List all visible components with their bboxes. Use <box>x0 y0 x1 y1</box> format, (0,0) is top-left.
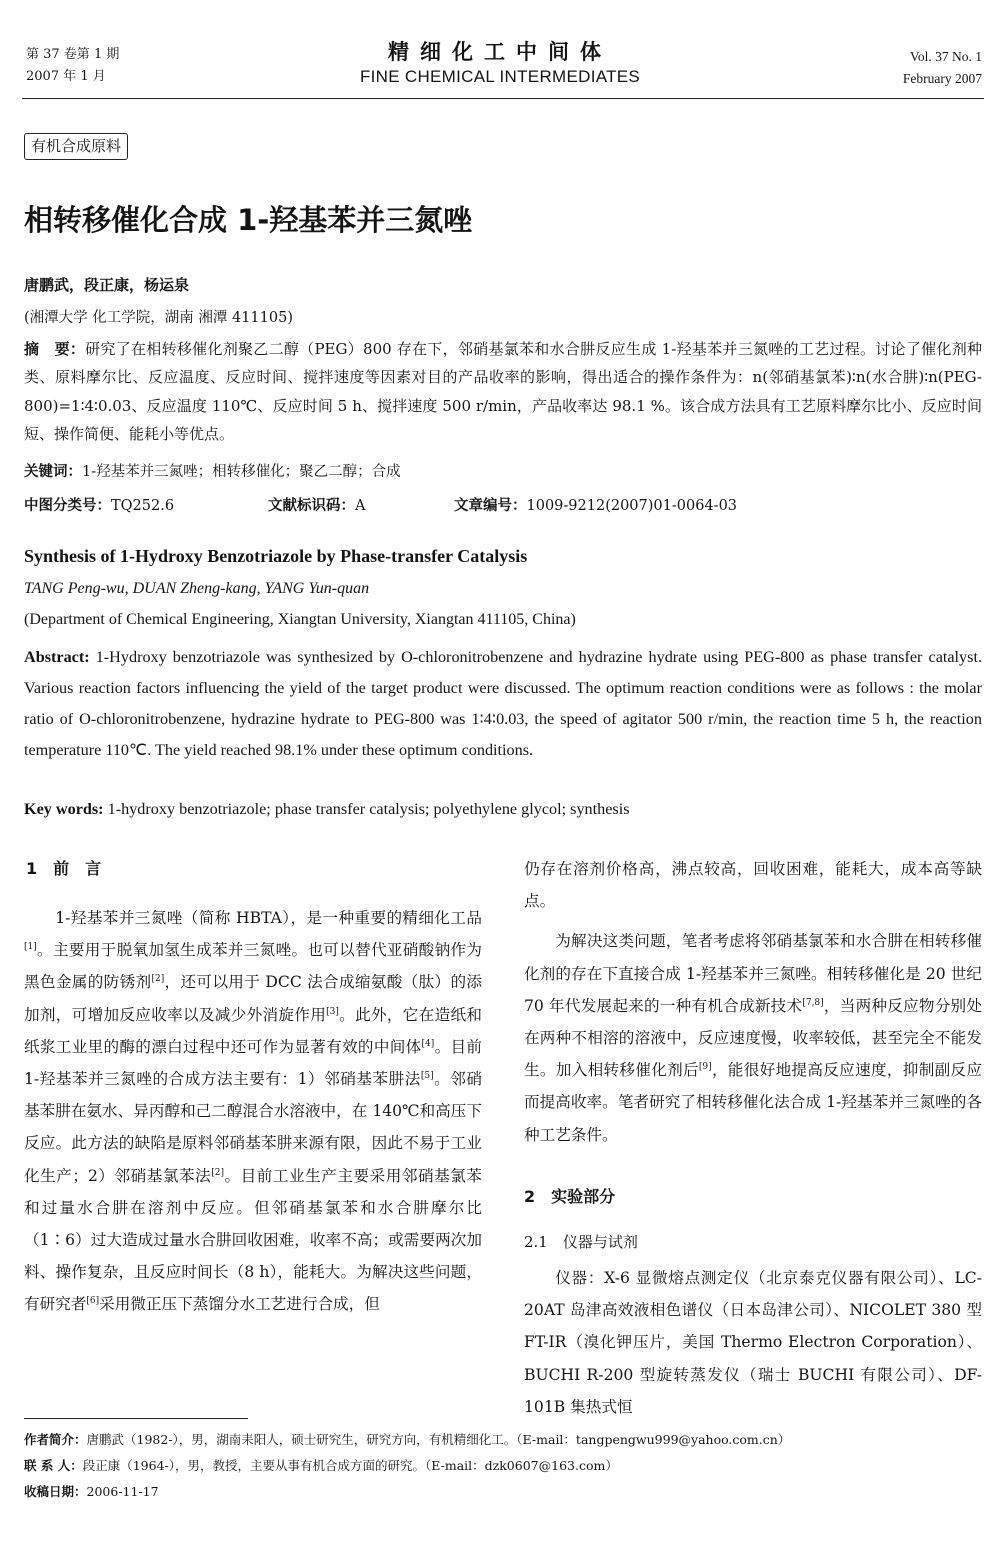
authors-cn: 唐鹏武，段正康，杨运泉 <box>24 276 190 294</box>
header-left <box>26 44 119 88</box>
article-number: 文章编号：1009-9212(2007)01-0064-03 <box>454 498 738 514</box>
citation: [6] <box>86 1296 100 1307</box>
document-code: 文献标识码：A <box>268 498 366 514</box>
abstract-en-label: Abstract: <box>24 648 90 666</box>
header-right <box>903 46 982 90</box>
journal-name-en: FINE CHEMICAL INTERMEDIATES <box>359 67 641 86</box>
footnote-author: 作者简介：唐鹏武（1982-），男，湖南耒阳人，硕士研究生，研究方向，有机精细化工。（E-mail：tangpengwu999@yahoo.com.cn） <box>24 1432 791 1447</box>
abstract-cn <box>24 335 982 449</box>
abstract-en-text: 1-Hydroxy benzotriazole was synthesized by O-chloronitrobenzene and hydrazine hydrate using PEG-800 as phase transfer catalyst. Various reaction factors influencing the yield of the target product were discussed. The optimum reaction conditions were as follows : the molar ratio of O-chloronitrobenzene, hydrazine hydrate to PEG-800 was 1∶4∶0.03, the speed of agitator 500 r/min, the reaction time 5 h, the reaction temperature 110℃. The yield reached 98.1% under these optimum conditions. <box>24 648 982 759</box>
footnote-divider <box>24 1418 248 1419</box>
keywords-cn <box>24 460 401 481</box>
section-tag: 有机合成原料 <box>24 133 128 160</box>
header-divider <box>22 98 984 99</box>
citation: [7,8] <box>802 997 824 1008</box>
abstract-cn-label: 摘 要： <box>24 340 86 358</box>
volume-cn: 第 37 卷第 1 期 <box>26 47 120 62</box>
keywords-cn-label: 关键词： <box>24 464 82 480</box>
citation: [3] <box>326 1006 339 1017</box>
intro-paragraph: 1-羟基苯并三氮唑（简称 HBTA），是一种重要的精细化工品[1]。主要用于脱氧加氢生成苯并三氮唑。也可以替代亚硝酸钠作为黑色金属的防锈剂[2]，还可以用于 DCC 法合成缩氨酸（肽）的添加剂，可增加反应收率以及减少外消旋作用[3]。此外，它在造纸和纸浆工业里的酶的漂白过程中还可作为显著有效的中间体[4]。目前 1-羟基苯并三氮唑的合成方法主要有：1）邻硝基苯肼法[5]。邻硝基苯肼在氨水、异丙醇和己二醇混合水溶液中，在 140℃和高压下反应。此方法的缺陷是原料邻硝基苯肼来源有限，因此不易于工业化生产；2）邻硝基氯苯法[2]。目前工业生产主要采用邻硝基氯苯和过量水合肼在溶剂中反应。但邻硝基氯苯和水合肼摩尔比（1∶6）过大造成过量水合肼回收困难，收率不高；或需要两次加料、操作复杂，且反应时间长（8 h），能耗大。为解决这些问题，有研究者[6]采用微正压下蒸馏分水工艺进行合成，但 <box>24 909 482 1314</box>
keywords-cn-text: 1-羟基苯并三氮唑；相转移催化；聚乙二醇；合成 <box>82 464 401 480</box>
citation: [2] <box>151 974 165 985</box>
continued-paragraph: 仍存在溶剂价格高，沸点较高，回收困难，能耗大，成本高等缺点。 <box>524 860 982 911</box>
clc-number: 中图分类号：TQ252.6 <box>24 498 175 514</box>
abstract-cn-text: 研究了在相转移催化剂聚乙二醇（PEG）800 存在下，邻硝基氯苯和水合肼反应生成 1-羟基苯并三氮唑的工艺过程。讨论了催化剂种类、原料摩尔比、反应温度、反应时间、搅拌速度等因素对目的产品收率的影响，得出适合的操作条件为：n(邻硝基氯苯)∶n(水合肼)∶n(PEG-800)=1∶4∶0.03、反应温度 110℃、反应时间 5 h、搅拌速度 500 r/min，产品收率达 98.1 %。该合成方法具有工艺原料摩尔比小、反应时间短、操作简便、能耗小等优点。 <box>24 340 982 444</box>
citation: [2] <box>211 1167 225 1178</box>
date-en: February 2007 <box>902 71 982 86</box>
keywords-en-label: Key words: <box>24 800 104 818</box>
volume-en: Vol. 37 No. 1 <box>909 49 982 64</box>
article-title-en: Synthesis of 1-Hydroxy Benzotriazole by Phase-transfer Catalysis <box>24 546 528 566</box>
section-heading-experiment: 2 实验部分 <box>524 1187 616 1206</box>
right-column <box>524 853 982 1151</box>
article-title-cn: 相转移催化合成 1-羟基苯并三氮唑 <box>24 203 473 237</box>
subsection-heading-instruments: 2.1 仪器与试剂 <box>524 1233 638 1251</box>
citation: [4] <box>421 1038 435 1049</box>
journal-name-cn: 精细化工中间体 <box>388 40 612 64</box>
left-column <box>24 902 482 1321</box>
authors-en: TANG Peng-wu, DUAN Zheng-kang, YANG Yun-quan <box>24 580 370 597</box>
instruments-block <box>524 1262 982 1423</box>
instruments-paragraph: 仪器：X-6 显微熔点测定仪（北京泰克仪器有限公司）、LC-20AT 岛津高效液相色谱仪（日本岛津公司）、NICOLET 380 型 FT-IR（溴化钾压片，美国 Thermo Electron Corporation）、BUCHI R-200 型旋转蒸发仪（瑞士 BUCHI 有限公司）、DF-101B 集热式恒 <box>524 1269 982 1416</box>
keywords-en-text: 1-hydroxy benzotriazole; phase transfer catalysis; polyethylene glycol; synthesis <box>103 800 630 818</box>
keywords-en <box>24 800 630 819</box>
citation: [5] <box>420 1070 434 1081</box>
citation: [1] <box>24 942 37 953</box>
abstract-en <box>24 642 982 766</box>
approach-paragraph: 为解决这类问题，笔者考虑将邻硝基氯苯和水合肼在相转移催化剂的存在下直接合成 1-羟基苯并三氮唑。相转移催化是 20 世纪 70 年代发展起来的一种有机合成新技术[7,8]，当两种反应物分别处在两种不相溶的溶液中，反应速度慢，收率较低，甚至完全不能发生。加入相转移催化剂后[9]，能很好地提高反应速度，抑制副反应而提高收率。笔者研究了相转移催化法合成 1-羟基苯并三氮唑的各种工艺条件。 <box>524 932 982 1144</box>
date-cn: 2007 年 1 月 <box>26 69 106 84</box>
affiliation-cn: (湘潭大学 化工学院，湖南 湘潭 411105) <box>24 310 293 326</box>
affiliation-en: (Department of Chemical Engineering, Xiangtan University, Xiangtan 411105, China) <box>24 611 576 628</box>
section-heading-intro: 1 前 言 <box>26 859 102 878</box>
footnote-contact: 联 系 人：段正康（1964-），男，教授，主要从事有机合成方面的研究。（E-mail：dzk0607@163.com） <box>24 1458 618 1473</box>
citation: [9] <box>698 1062 712 1073</box>
classification-row <box>24 494 982 515</box>
header-center <box>300 38 700 88</box>
footnote-received: 收稿日期：2006-11-17 <box>24 1484 159 1499</box>
